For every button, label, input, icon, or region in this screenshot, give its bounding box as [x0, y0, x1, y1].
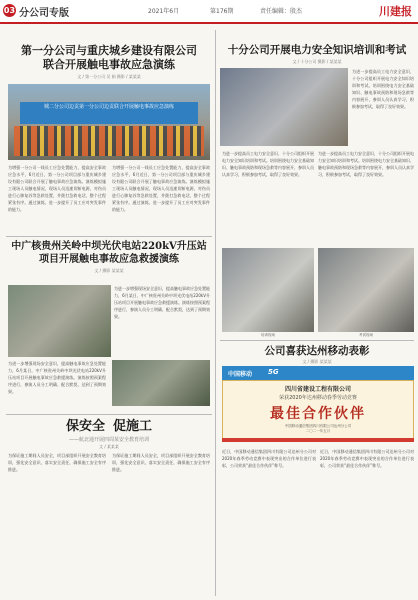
training-photo: [220, 68, 348, 146]
article-1-title-line2: 联合开展触电事故应急演练: [43, 58, 175, 71]
article-1-body-col1: 为增强一分公司一线员工应急处置能力，提高安全事故应急水平，6月近日，第一分公司项目部与重庆城乡建设有限公司联合开展了触电事故应急演练。演练模拟施工现场人员触电情况，现场人员迅速切断电源，对伤员进行心肺复苏等急救处置，并拨打急救电话，整个过程紧张有序。通过演练，进一步提升了员工应对突发事件的能力。: [8, 165, 106, 212]
article-3-body-col2: 为进一步提高员工电力安全意识，十分公司组织开展电力安全知识培训和考试。培训围绕电力安全基础知识、触电事故预防和现场急救等内容展开，参训人员认真学习，积极参加考试，取得了良好效果。: [318, 151, 414, 177]
cert-award-line: 荣获2020年达州移动春季劳动竞赛: [279, 395, 357, 401]
article-1-title-line1: 第一分公司与重庆城乡建设有限公司: [21, 44, 197, 57]
training-caption: 培训现场: [261, 333, 275, 337]
article-4-body-col1: 为保证施工期间人员安全，项目部组织开展安全教育培训，强化安全意识，落实安全责任，确保施工安全有序推进。: [8, 453, 106, 472]
article-4-subtitle: ——航北通开展四周某安全教育培训: [68, 437, 149, 443]
divider: [6, 236, 212, 237]
drill-group-photo: [8, 84, 210, 160]
cert-company: 四川省建设工程有限公司: [284, 386, 351, 393]
divider: [220, 340, 414, 341]
newspaper-logo: 川建报: [379, 5, 412, 18]
article-4-byline: 文 / 某某某: [99, 444, 119, 449]
article-3-body-right: 为进一步提高员工电力安全意识，十分公司组织开展电力安全知识培训和考试。培训围绕电力安全基础知识、触电事故预防和现场急救等内容展开，参训人员认真学习，积极参加考试，取得了良好效果。: [352, 69, 414, 109]
article-5-byline: 文 / 摄影 某某某: [302, 359, 332, 364]
article-5: [220, 345, 414, 365]
cert-main-title: 最佳合作伙伴: [270, 406, 366, 422]
5g-mark-icon: 5G: [268, 368, 279, 376]
article-2-body-col1: 为进一步增强现场安全意识，提高触电事故应急处置能力，6月某日，中广核贵州关岭中坝光伏电站220kV升压站项目开展触电事故应急救援演练。演练按照预案程序进行，参演人员分工明确、配合默契，达到了预期效果。: [8, 361, 106, 394]
issue-date: 2021年6月: [148, 8, 180, 15]
column-divider: [215, 30, 216, 596]
article-2-title-line2: 项目开展触电事故应急救援演练: [39, 254, 179, 265]
article-3-body-col1: 为进一步提高员工电力安全意识，十分公司组织开展电力安全知识培训和考试。培训围绕电力安全基础知识、触电事故预防和现场急救等内容展开，参训人员认真学习，积极参加考试，取得了良好效果。: [222, 151, 314, 177]
article-5-title: 公司喜获达州移动表彰: [264, 345, 370, 357]
exam-caption: 考试现场: [359, 333, 373, 337]
article-3-title: 十分公司开展电力安全知识培训和考试: [227, 44, 407, 56]
article-5-body-col1: 近日，中国移动通信集团四川有限公司达州分公司对2020年春季劳动竞赛中表现突出的合作单位进行表彰，公司荣获“最佳合作伙伴”称号。: [222, 449, 316, 468]
page-header: [0, 0, 418, 24]
exam-photo: [318, 248, 414, 332]
award-certificate: [222, 380, 414, 440]
article-1: [6, 44, 212, 80]
editor-credit: 责任编辑：殷杰: [260, 8, 303, 15]
article-2-byline: 文 / 摄影 某某某: [94, 268, 124, 273]
article-2-title-line1: 中广核贵州关岭中坝光伏电站220kV升压站: [11, 241, 207, 252]
article-1-body-col2: 为增强一分公司一线员工应急处置能力，提高安全事故应急水平，6月近日，第一分公司项目部与重庆城乡建设有限公司联合开展了触电事故应急演练。演练模拟施工现场人员触电情况，现场人员迅速切断电源，对伤员进行心肺复苏等急救处置，并拨打急救电话，整个过程紧张有序。通过演练，进一步提升了员工应对突发事件的能力。: [112, 165, 210, 212]
photo-people: [14, 126, 204, 156]
article-3-byline: 文 / 十分公司 摄影 / 某某某: [292, 59, 342, 64]
section-title: 分公司专版: [19, 8, 69, 19]
article-4-title-part1: 保安全: [65, 419, 105, 434]
article-4-body-col2: 为保证施工期间人员安全，项目部组织开展安全教育培训，强化安全意识，落实安全责任，确保施工安全有序推进。: [112, 453, 210, 472]
china-mobile-logo: 中国移动: [228, 371, 253, 378]
article-1-byline: 文 / 第一分公司 吴 娟 摄影 / 某某某: [77, 74, 141, 79]
issue-number: 第176期: [210, 8, 234, 15]
cert-top-banner: [222, 366, 414, 380]
drill-photo-right: [112, 360, 210, 406]
article-5-body-col2: 近日，中国移动通信集团四川有限公司达州分公司对2020年春季劳动竞赛中表现突出的合作单位进行表彰，公司荣获“最佳合作伙伴”称号。: [320, 449, 414, 468]
article-2-body-right: 为进一步增强现场安全意识，提高触电事故应急处置能力，6月某日，中广核贵州关岭中坝光伏电站220kV升压站项目开展触电事故应急救援演练。演练按照预案程序进行，参演人员分工明确、配合默契，达到了预期效果。: [114, 286, 210, 319]
article-4: [6, 419, 212, 450]
drill-photo-left: [8, 285, 111, 357]
divider: [6, 414, 212, 415]
training-photo-2: [222, 248, 314, 332]
cert-issuer: 中国移动通信集团四川有限公司达州分公司: [284, 424, 352, 428]
article-2: [6, 240, 212, 274]
photo-banner: 城二分公司边贡第一分公司边贡联合开展触电事故应急演练: [20, 102, 198, 124]
page-number: 03: [3, 6, 16, 15]
article-3: [220, 44, 414, 65]
cert-bottom-band: [222, 438, 414, 442]
cert-date: 二〇二一年五月: [305, 429, 331, 433]
article-4-title-part2: 促施工: [113, 419, 153, 434]
